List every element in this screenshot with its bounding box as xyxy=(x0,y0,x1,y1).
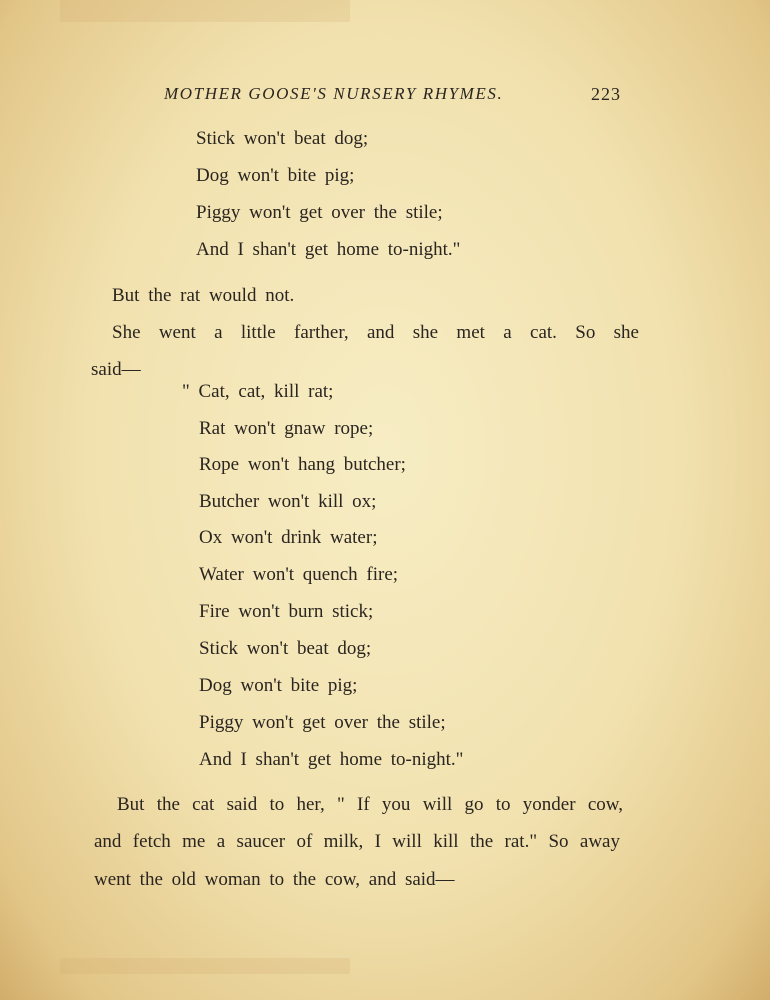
verse-line: And I shan't get home to-night." xyxy=(196,239,461,260)
verse-line: Dog won't bite pig; xyxy=(199,675,358,696)
verse-line: Stick won't beat dog; xyxy=(196,128,369,149)
verse-line: Fire won't burn stick; xyxy=(199,601,374,622)
prose-line: said— xyxy=(91,359,141,380)
verse-line: Butcher won't kill ox; xyxy=(199,491,377,512)
page-stain-bottom xyxy=(60,958,350,974)
verse-line: Rope won't hang butcher; xyxy=(199,454,406,475)
verse-line: Ox won't drink water; xyxy=(199,527,378,548)
page-stain-top xyxy=(60,0,350,22)
prose-line: She went a little farther, and she met a cat. So she xyxy=(112,322,639,343)
prose-line: But the rat would not. xyxy=(112,285,295,306)
verse-line: Water won't quench fire; xyxy=(199,564,399,585)
verse-line: And I shan't get home to-night." xyxy=(199,749,464,770)
verse-line: Dog won't bite pig; xyxy=(196,165,355,186)
page-number: 223 xyxy=(591,84,621,104)
prose-line: and fetch me a saucer of milk, I will kill the rat." So away xyxy=(94,831,620,852)
prose-line: went the old woman to the cow, and said— xyxy=(94,869,455,890)
verse-line: " Cat, cat, kill rat; xyxy=(182,381,334,402)
verse-line: Piggy won't get over the stile; xyxy=(199,712,446,733)
verse-line: Rat won't gnaw rope; xyxy=(199,418,374,439)
verse-line: Stick won't beat dog; xyxy=(199,638,372,659)
verse-line: Piggy won't get over the stile; xyxy=(196,202,443,223)
prose-line: But the cat said to her, " If you will go to yonder cow, xyxy=(117,794,623,815)
running-title: MOTHER GOOSE'S NURSERY RHYMES. xyxy=(164,84,504,103)
